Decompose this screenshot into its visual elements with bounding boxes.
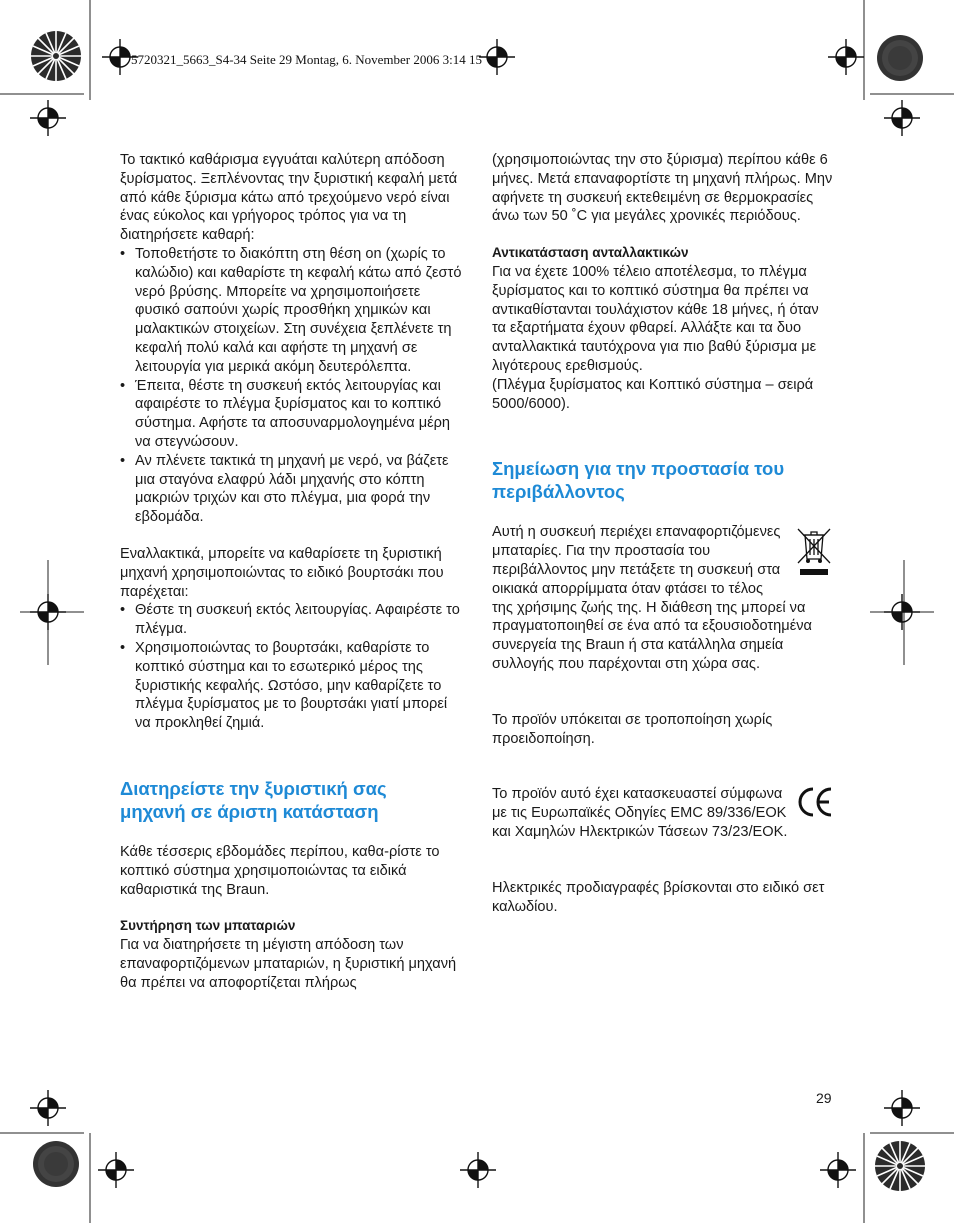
intro-paragraph: Το τακτικό καθάρισμα εγγυάται καλύτερη απόδοση ξυρίσματος. Ξεπλένοντας την ξυριστική κεφαλή μετά από κάθε ξύρισμα κάτω από τρεχούμενο νερό είναι ένας εύκολος και γρήγορος τρόπος για να τη διατηρήσετε καθαρή: xyxy=(120,152,458,244)
starburst-target-icon xyxy=(876,34,924,82)
registration-mark-icon xyxy=(826,37,866,77)
list-item: • Θέστε τη συσκευή εκτός λειτουργίας. Αφαιρέστε το πλέγμα. xyxy=(120,601,465,639)
starburst-target-icon xyxy=(874,1140,926,1192)
battery-paragraph: Για να διατηρήσετε τη μέγιστη απόδοση των επαναφορτιζόμενων μπαταριών, η ξυριστική μηχανή θα πρέπει να αποφορτίζεται πλήρως xyxy=(120,937,457,991)
battery-continued-paragraph: (χρησιμοποιώντας την στο ξύρισμα) περίπου κάθε 6 μήνες. Μετά επαναφορτίστε τη μηχανή πλήρως. Μην αφήνετε τη συσκευή εκτεθειμένη σε θερμοκρασίες άνω των 50 ˚C για μεγάλες χρονικές περιόδους. xyxy=(492,152,833,225)
battery-subheading: Συντήρηση των μπαταριών xyxy=(120,918,296,934)
registration-mark-icon xyxy=(96,1150,136,1190)
cleaning-steps-list xyxy=(120,245,465,527)
registration-mark-icon xyxy=(458,1150,498,1190)
registration-mark-icon xyxy=(28,592,68,632)
left-column xyxy=(120,151,465,992)
starburst-target-icon xyxy=(32,1140,80,1188)
registration-mark-icon xyxy=(818,1150,858,1190)
parts-subheading: Αντικατάσταση ανταλλακτικών xyxy=(492,245,689,261)
registration-mark-icon xyxy=(882,592,922,632)
registration-mark-icon xyxy=(28,98,68,138)
registration-mark-icon xyxy=(477,37,517,77)
list-item: • Χρησιμοποιώντας το βουρτσάκι, καθαρίστε το κοπτικό σύστημα και το εσωτερικό μέρος της ξυριστικής κεφαλής. Ωστόσο, μην καθαρίζετε το πλέγμα ξυρίσματος με το βουρτσάκι γιατί μπορεί να προκληθεί ζημιά. xyxy=(120,639,465,733)
environment-heading: Σημείωση για την προστασία του περιβάλλοντος xyxy=(492,458,785,503)
registration-mark-icon xyxy=(882,1088,922,1128)
registration-mark-icon xyxy=(882,98,922,138)
parts-note: (Πλέγμα ξυρίσματος και Κοπτικό σύστημα – σειρά 5000/6000). xyxy=(492,376,814,412)
list-item: • Αν πλένετε τακτικά τη μηχανή με νερό, να βάζετε μια σταγόνα ελαφρύ λάδι μηχανής στο κόπτη μακριών τριχών και στο πλέγμα, μια φορά την εβδομάδα. xyxy=(120,452,465,527)
crossed-bin-icon xyxy=(794,525,834,577)
print-header: 5720321_5663_S4-34 Seite 29 Montag, 6. November 2006 3:14 15 xyxy=(131,52,482,67)
list-item: • Τοποθετήστε το διακόπτη στη θέση on (χωρίς το καλώδιο) και καθαρίστε τη κεφαλή κάτω από ζεστό νερό βρύσης. Μπορείτε να χρησιμοποιήσετε φυσικό σαπούνι χωρίς προσθήκη χημικών και μαλακτικών στοιχείων. Στη συνέχεια ξεπλένετε τη κεφαλή πολύ καλά και αφήστε τη μηχανή σε λειτουργία για μερικά ακόμη δευτερόλεπτα. xyxy=(120,245,465,377)
electrical-paragraph: Ηλεκτρικές προδιαγραφές βρίσκονται στο ειδικό σετ καλωδίου. xyxy=(492,879,825,915)
brush-steps-list xyxy=(120,601,465,733)
registration-mark-icon xyxy=(28,1088,68,1128)
page-number: 29 xyxy=(816,1090,832,1106)
change-notice: Το προϊόν υπόκειται σε τροποποίηση χωρίς προειδοποίηση. xyxy=(492,711,773,747)
environment-paragraph: Αυτή η συσκευή περιέχει επαναφορτιζόμενες μπαταρίες. Για την προστασία του περιβάλλοντος μην πετάξετε τη συσκευή στα οικιακά απορρίμματα όταν φτάσει το τέλος της χρήσιμης ζωής της. Η διάθεση της μπορεί να πραγματοποιηθεί σε ένα από τα εξουσιοδοτημένα συνεργεία της Braun ή στα κατάλληλα σημεία συλλογής που παρέχονται στη χώρα σας. xyxy=(492,524,812,672)
list-item: • Έπειτα, θέστε τη συσκευή εκτός λειτουργίας και αφαιρέστε το πλέγμα ξυρίσματος και το κοπτικό σύστημα. Αφήστε τα αποσυναρμολογημένα μέρη να στεγνώσουν. xyxy=(120,377,465,452)
starburst-target-icon xyxy=(30,30,82,82)
maintenance-heading: Διατηρείστε την ξυριστική σας μηχανή σε άριστη κατάσταση xyxy=(120,777,387,822)
alternative-paragraph: Εναλλακτικά, μπορείτε να καθαρίσετε τη ξυριστική μηχανή χρησιμοποιώντας το ειδικό βουρτσάκι που παρέχεται: xyxy=(120,545,444,600)
right-column xyxy=(492,151,834,916)
parts-paragraph: Για να έχετε 100% τέλειο αποτέλεσμα, το πλέγμα ξυρίσματος και το κοπτικό σύστημα θα πρέπει να αντικαθίστανται τουλάχιστον κάθε 18 μήνες, ή όταν τα εξαρτήματα έχουν φθαρεί. Αλλάξτε και τα δυο ανταλλακτικά ταυτόχρονα για πιο βαθύ ξύρισμα με λιγότερους ερεθισμούς. xyxy=(492,263,819,374)
ce-mark-icon xyxy=(796,785,834,819)
maintenance-paragraph: Κάθε τέσσερις εβδομάδες περίπου, καθα-ρίστε το κοπτικό σύστημα χρησιμοποιώντας τα ειδικά καθαριστικά της Braun. xyxy=(120,843,440,898)
ce-paragraph: Το προϊόν αυτό έχει κατασκευαστεί σύμφωνα με τις Ευρωπαϊκές Οδηγίες EMC 89/336/ΕΟΚ και Χαμηλών Ηλεκτρικών Τάσεων 73/23/ΕΟΚ. xyxy=(492,786,788,840)
